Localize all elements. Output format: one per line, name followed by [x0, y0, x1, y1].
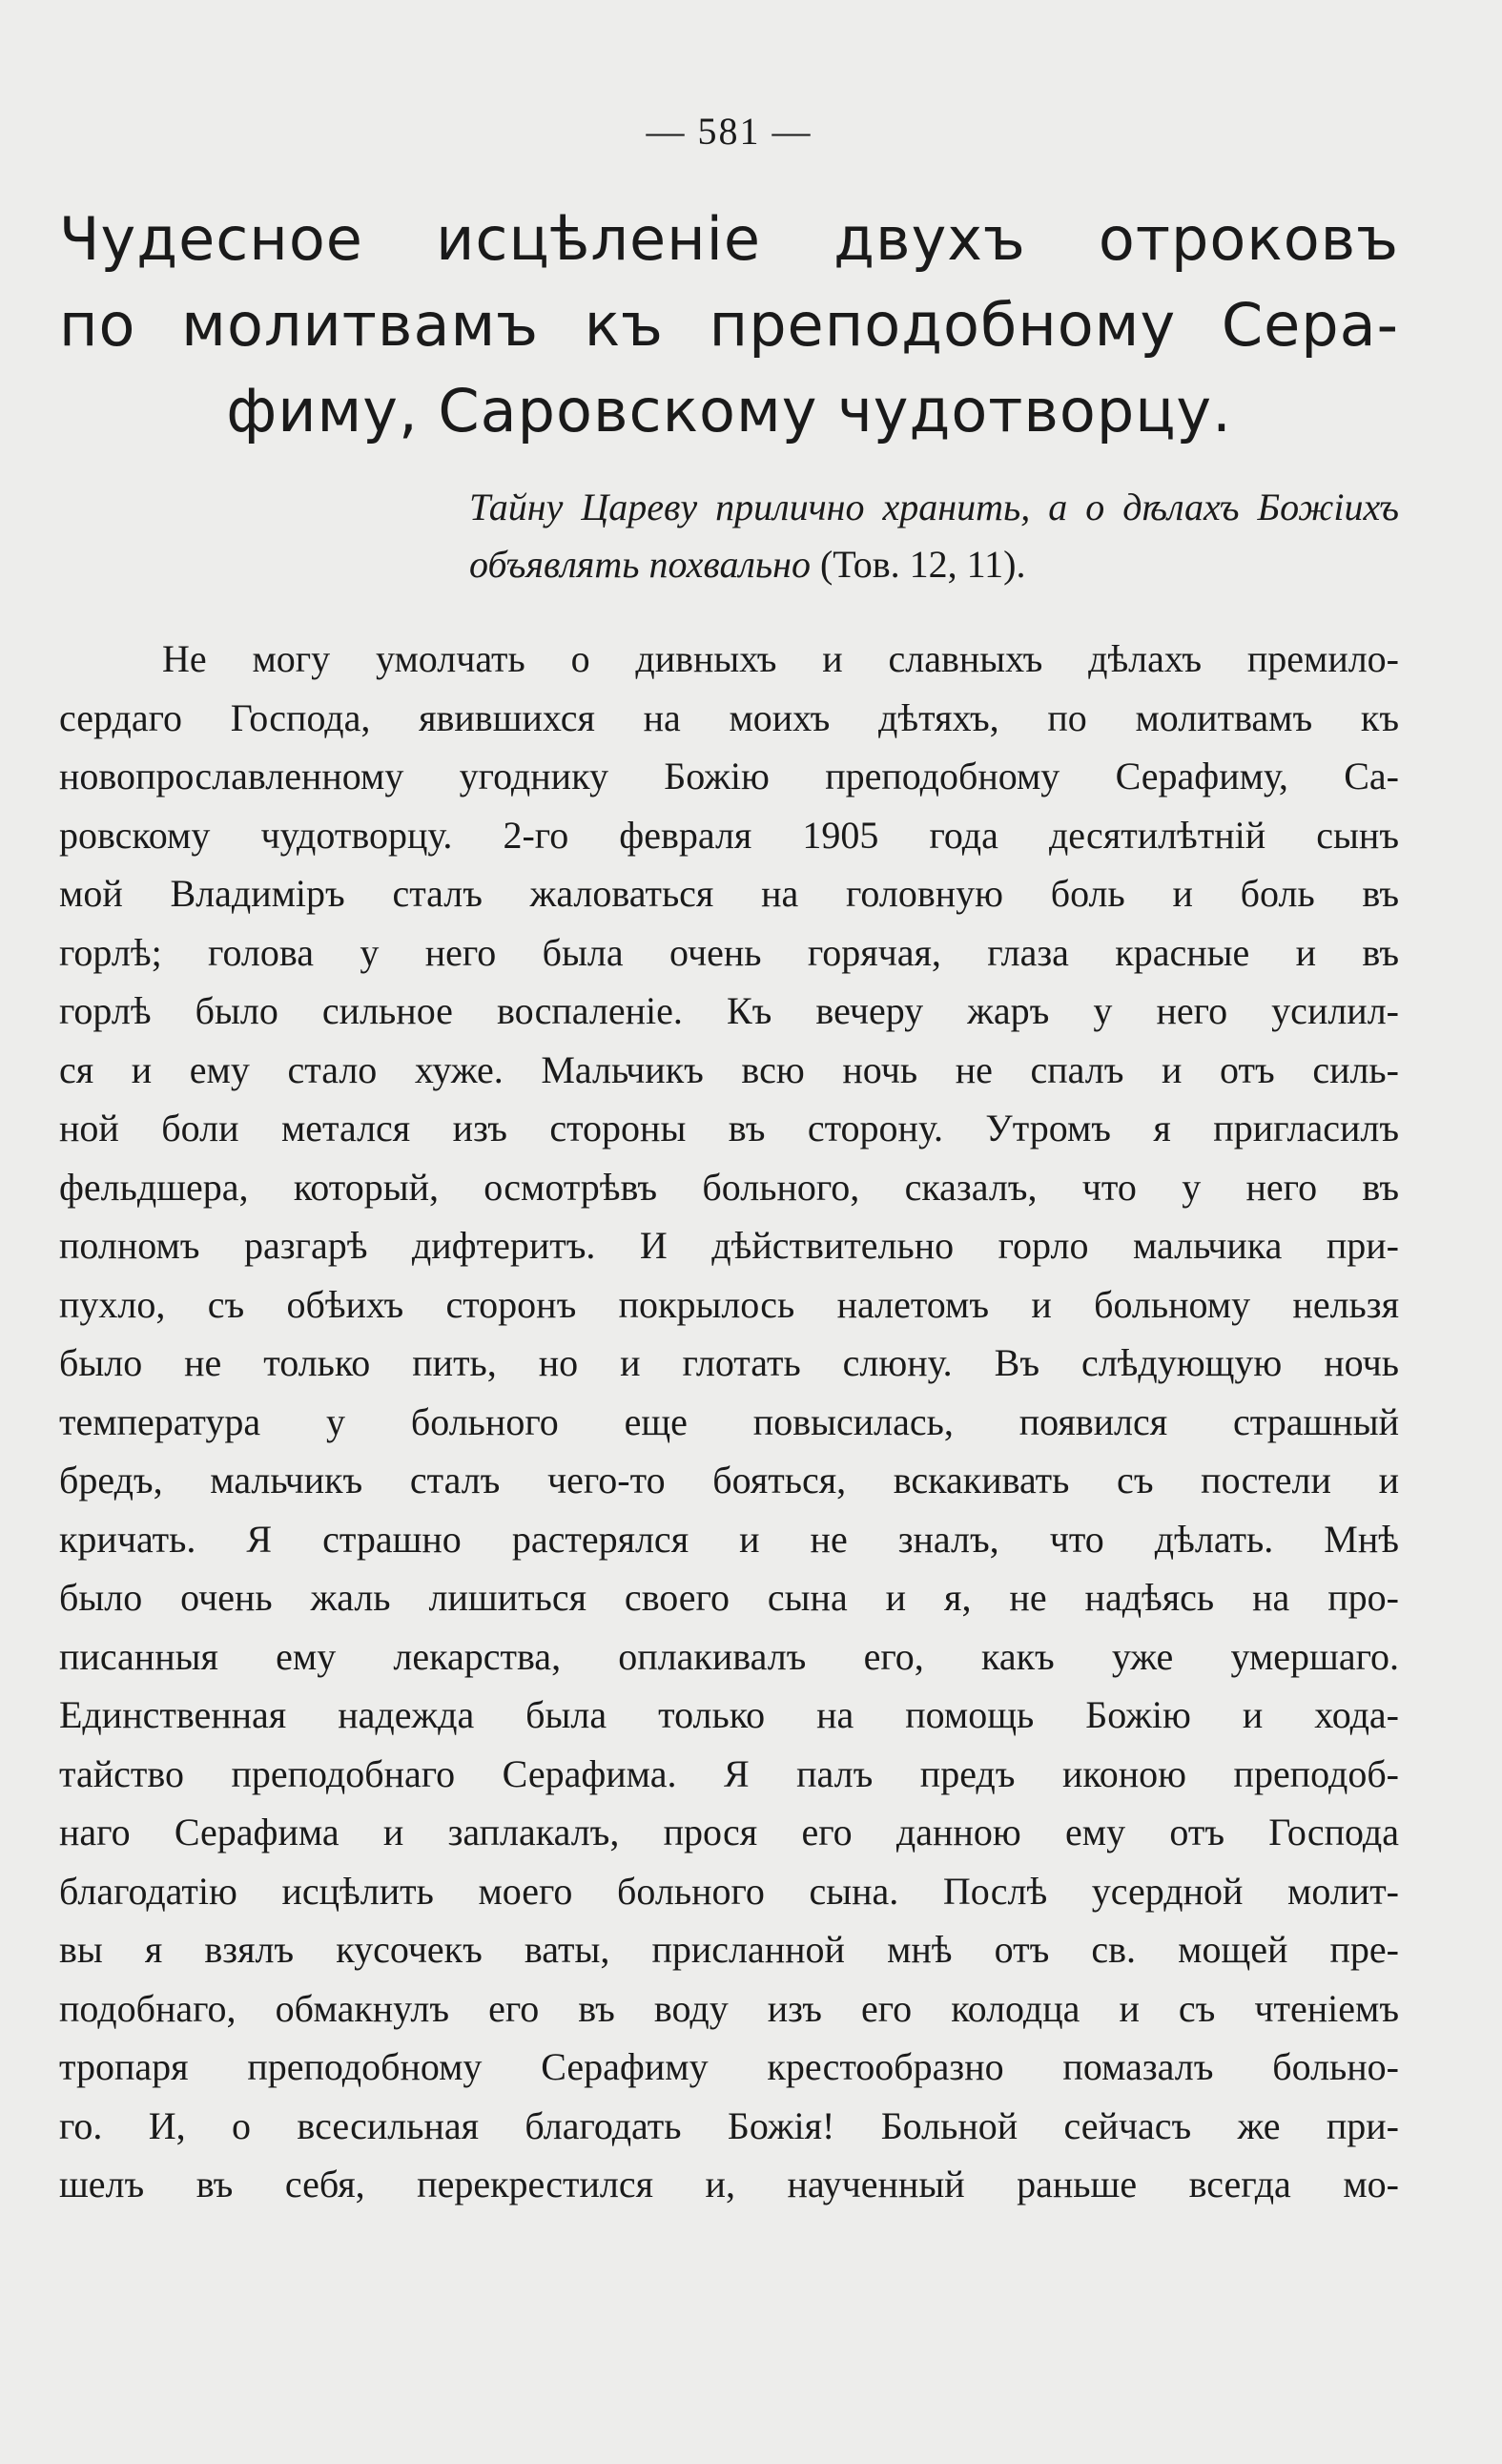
text-line: наго Серафима и заплакалъ, прося его данною ему отъ Господа [59, 1811, 1399, 1853]
text-line: температура у больного еще повысилась, появился страшный [59, 1399, 1399, 1443]
text-line: пухло, съ обѣихъ сторонъ покрылось налетомъ и больному нельзя [59, 1282, 1399, 1326]
text-line: мой Владиміръ сталъ жаловаться на головную боль и боль въ [59, 872, 1399, 915]
text-line: тайство преподобнаго Серафима. Я палъ предъ иконою преподоб- [59, 1751, 1399, 1795]
text-line: Единственная надежда была только на помощь Божію и хода- [59, 1693, 1399, 1736]
body-text [59, 630, 1399, 2214]
text-line: вы я взялъ кусочекъ ваты, присланной мнѣ отъ св. мощей пре- [59, 1928, 1399, 1971]
text-line: кричать. Я страшно растерялся и не зналъ, что дѣлать. Мнѣ [59, 1517, 1399, 1561]
text-line: было очень жаль лишиться своего сына и я, не надѣясь на про- [59, 1576, 1399, 1619]
title-line: фиму, Саровскому чудотворцу. [226, 376, 1232, 445]
text-line: писанныя ему лекарства, оплакивалъ его, какъ уже умершаго. [59, 1634, 1399, 1678]
text-line: го. И, о всесильная благодать Божія! Больной сейчасъ же при- [59, 2103, 1399, 2147]
epigraph-source: (Тов. 12, 11). [819, 543, 1026, 586]
epigraph [469, 479, 1399, 593]
title-line: Чудесное исцѣленіе двухъ отроковъ [59, 204, 1399, 274]
epigraph-quote: Тайну Цареву прилично хранить, а о дѣлахъ Божіихъ объявлять похвально [469, 486, 1399, 586]
title-line: по молитвамъ къ преподобному Сера- [59, 290, 1399, 360]
text-line: Не могу умолчать о дивныхъ и славныхъ дѣлахъ премило- [162, 637, 1399, 680]
text-line: было не только пить, но и глотать слюну. Въ слѣдующую ночь [59, 1341, 1399, 1384]
text-line: горлѣ было сильное воспаленіе. Къ вечеру жаръ у него усилил- [59, 989, 1399, 1032]
text-line: ной боли метался изъ стороны въ сторону. Утромъ я пригласилъ [59, 1107, 1399, 1149]
text-line: тропаря преподобному Серафиму крестообразно помазалъ больно- [59, 2045, 1399, 2088]
text-line: ровскому чудотворцу. 2-го февраля 1905 года десятилѣтній сынъ [59, 813, 1399, 857]
text-line: горлѣ; голова у него была очень горячая, глаза красные и въ [59, 930, 1399, 974]
text-line: благодатію исцѣлить моего больного сына. Послѣ усердной молит- [59, 1869, 1399, 1913]
text-line: фельдшера, который, осмотрѣвъ больного, сказалъ, что у него въ [59, 1165, 1399, 1209]
text-line: подобнаго, обмакнулъ его въ воду изъ его колодца и съ чтеніемъ [59, 1986, 1399, 2030]
text-line: бредъ, мальчикъ сталъ чего-то бояться, вскакивать съ постели и [59, 1459, 1399, 1501]
page-number: — 581 — [646, 110, 813, 153]
text-line: сердаго Господа, явившихся на моихъ дѣтяхъ, по молитвамъ къ [59, 695, 1399, 739]
text-line: новопрославленному угоднику Божію преподобному Серафиму, Са- [59, 755, 1399, 797]
text-line: полномъ разгарѣ дифтеритъ. И дѣйствительно горло мальчика при- [59, 1224, 1399, 1267]
text-line: ся и ему стало хуже. Мальчикъ всю ночь не спалъ и отъ силь- [59, 1047, 1399, 1091]
article-title [59, 197, 1399, 454]
text-line: шелъ въ себя, перекрестился и, наученный раньше всегда мо- [59, 2163, 1399, 2205]
